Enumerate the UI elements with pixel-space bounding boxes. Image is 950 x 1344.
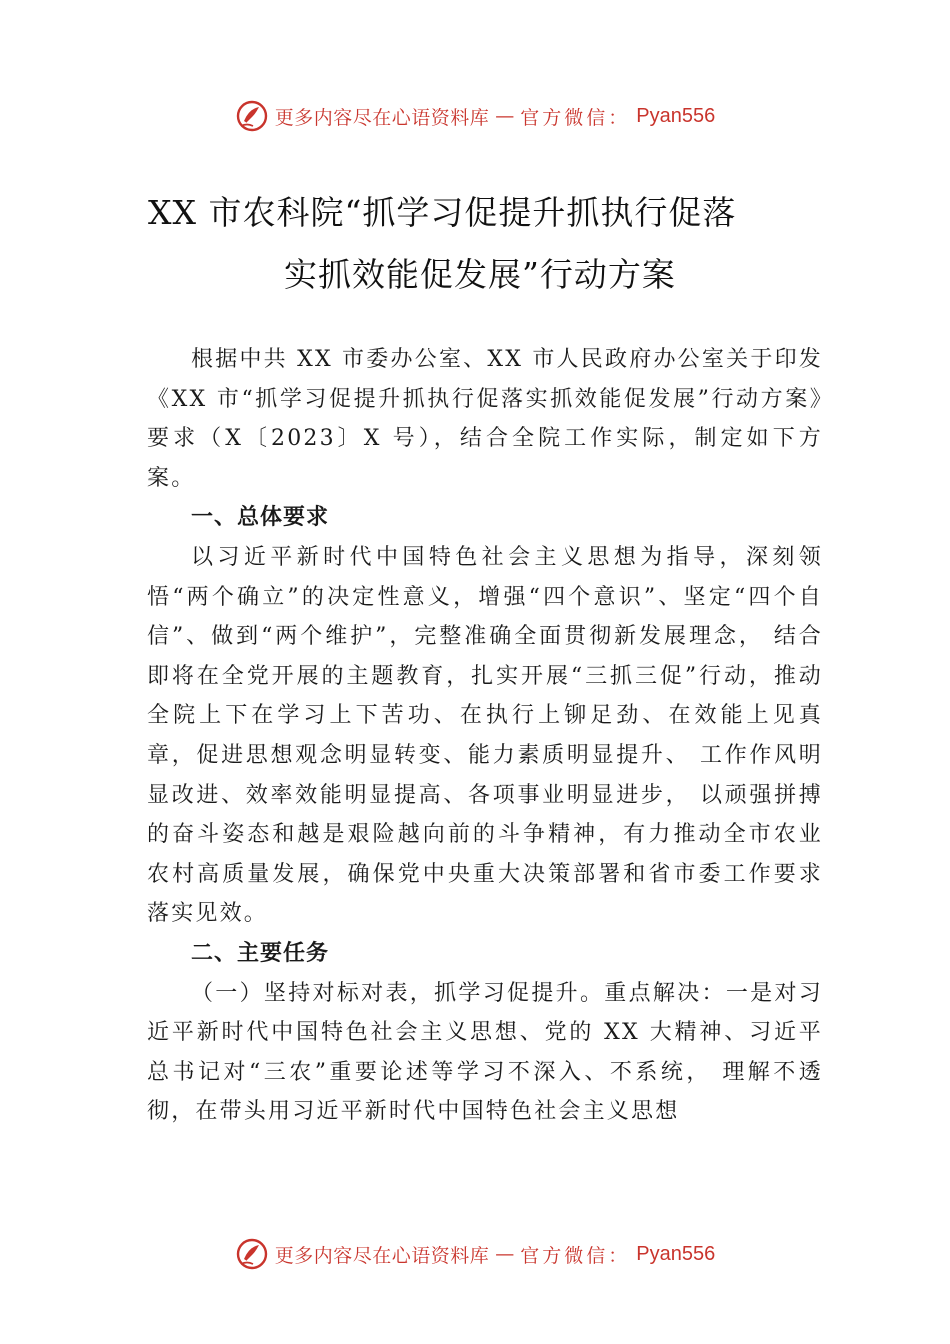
section-2-heading: 二、主要任务: [191, 940, 330, 966]
document-title: [148, 182, 828, 306]
watermark-brand: 更多内容尽在心语资料库: [274, 1244, 490, 1267]
watermark-wechat-id: Pyan556: [636, 1242, 716, 1265]
watermark-brand: 更多内容尽在心语资料库: [274, 106, 490, 129]
watermark-separator: —: [495, 105, 515, 127]
watermark-label: 官方微信：: [520, 106, 631, 129]
watermark-separator: —: [495, 1243, 515, 1265]
section-1-heading: 一、总体要求: [191, 505, 330, 531]
watermark-footer: [0, 1234, 950, 1274]
title-line-2: 实抓效能促发展”行动方案: [284, 255, 676, 294]
brand-logo-icon: [235, 1237, 269, 1271]
section-1-paragraph: 以习近平新时代中国特色社会主义思想为指导，深刻领悟“两个确立”的决定性意义，增强“四个意识”、坚定“四个自信”、做到“两个维护”，完整准确全面贯彻新发展理念， 结合即将在全党开展的主题教育，扎实开展“三抓三促”行动，推动全院上下在学习上下苦功、在执行上铆足劲、在效能上见真章，促进思想观念明显转变、能力素质明显提升、 工作作风明显改进、效率效能明显提高、各项事业明显进步， 以顽强拼搏的奋斗姿态和越是艰险越向前的斗争精神，有力推动全市农业农村高质量发展，确保党中央重大决策部署和省市委工作要求落实见效。: [147, 544, 823, 927]
document-body: [147, 340, 823, 1132]
section-2-paragraph: （一）坚持对标对表，抓学习促提升。重点解决：一是对习近平新时代中国特色社会主义思想、党的 XX 大精神、习近平总书记对“三农”重要论述等学习不深入、不系统， 理解不透彻，在带头用习近平新时代中国特色社会主义思想: [147, 980, 823, 1125]
brand-logo-icon: [235, 99, 269, 133]
watermark-header: [0, 96, 950, 136]
intro-paragraph: 根据中共 XX 市委办公室、XX 市人民政府办公室关于印发《XX 市“抓学习促提升抓执行促落实抓效能促发展”行动方案》要求（X〔2023〕X 号），结合全院工作实际，制定如下方案。: [147, 347, 823, 491]
title-line-1: XX 市农科院“抓学习促提升抓执行促落: [148, 193, 737, 232]
watermark-wechat-id: Pyan556: [636, 104, 716, 127]
watermark-label: 官方微信：: [520, 1244, 631, 1267]
